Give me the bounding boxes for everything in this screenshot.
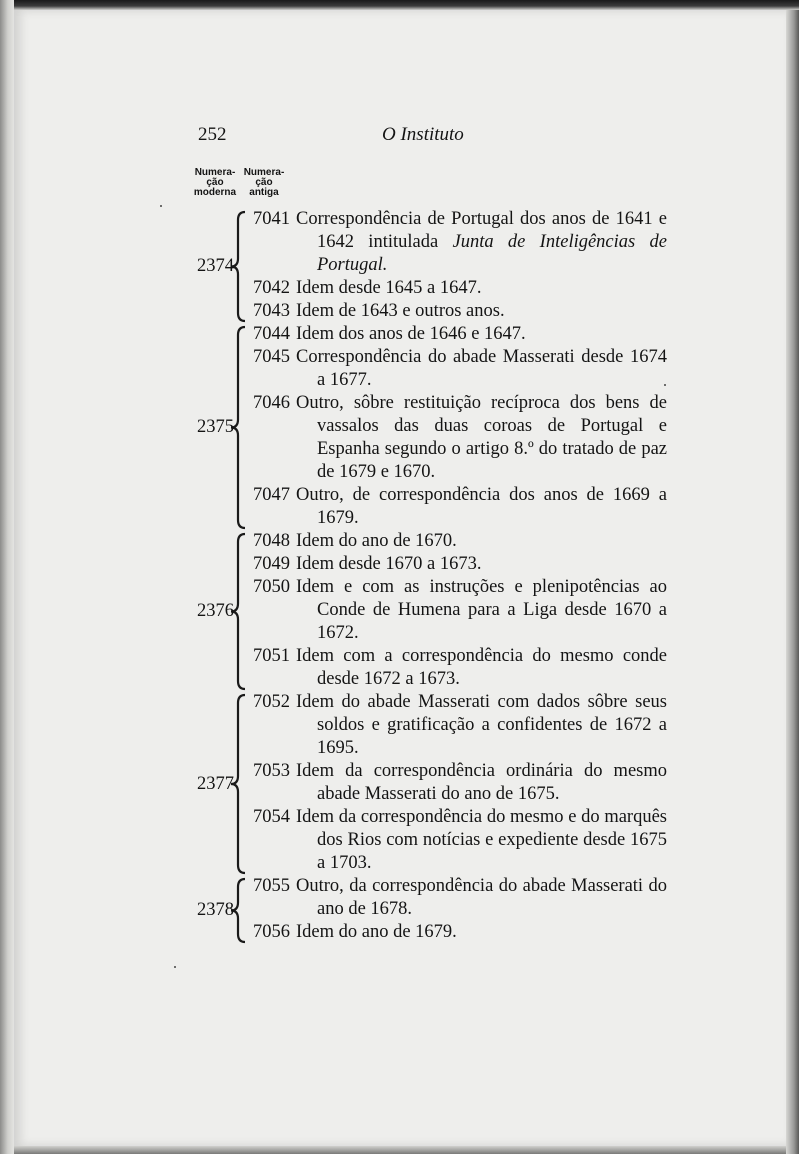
entry-old-number: 7056 <box>253 922 290 942</box>
entry-description <box>296 323 667 346</box>
entry-old-number: 7047 <box>253 485 290 505</box>
catalogue-entry <box>253 484 667 530</box>
catalogue-entry <box>253 346 667 392</box>
catalogue-entry <box>253 392 667 484</box>
entry-description <box>296 553 667 576</box>
entry-old-number: 7055 <box>253 876 290 896</box>
entry-old-number: 7041 <box>253 209 290 229</box>
entry-text: Idem da correspondência do mesmo e do marquês dos Rios com notícias e expediente desde 1675 a 1703. <box>296 807 667 873</box>
page-right-edge <box>786 10 799 1154</box>
entry-title-italic: Junta de Inteligências de Portugal. <box>317 232 668 275</box>
entry-description <box>296 576 667 645</box>
group-modern-number: 2375 <box>197 417 234 437</box>
entry-text: Outro, da correspondência do abade Masserati do ano de 1678. <box>296 876 667 919</box>
entry-old-number: 7046 <box>253 393 290 413</box>
entry-old-number: 7051 <box>253 646 290 666</box>
entry-description <box>296 392 667 484</box>
page-top-edge <box>14 0 799 10</box>
entry-text: Idem dos anos de 1646 e 1647. <box>296 324 526 344</box>
group-modern-number: 2374 <box>197 256 234 276</box>
catalogue-entry <box>253 875 667 921</box>
entry-text: Outro, de correspondência dos anos de 1669 a 1679. <box>296 485 667 528</box>
entry-text: Correspondência de Portugal dos anos de 1641 e 1642 intitulada <box>296 209 667 252</box>
entry-old-number: 7045 <box>253 347 290 367</box>
entry-old-number: 7050 <box>253 577 290 597</box>
catalogue-entry <box>253 576 667 645</box>
catalogue-entry <box>253 691 667 760</box>
entry-text: Idem desde 1645 a 1647. <box>296 278 482 298</box>
entry-description <box>296 806 667 875</box>
entry-old-number: 7054 <box>253 807 290 827</box>
page-left-edge <box>0 0 14 1154</box>
catalogue-entry <box>253 208 667 277</box>
entry-text: Outro, sôbre restituição recíproca dos bens de vassalos das duas coroas de Portugal e Espanha segundo o artigo 8.º do tratado de paz de 1679 e 1670. <box>296 393 667 482</box>
column-header-modern <box>191 168 239 198</box>
entry-text: Idem e com as instruções e plenipotências ao Conde de Humena para a Liga desde 1670 a 1672. <box>296 577 667 643</box>
catalogue-entry <box>253 553 667 576</box>
catalogue-entry <box>253 645 667 691</box>
entry-description <box>296 300 667 323</box>
entry-description <box>296 484 667 530</box>
column-header-old-line: Numera- <box>243 167 285 178</box>
column-header-modern-line: Numera- <box>194 167 236 178</box>
entry-old-number: 7048 <box>253 531 290 551</box>
entry-old-number: 7052 <box>253 692 290 712</box>
entry-text: Correspondência do abade Masserati desde 1674 a 1677. <box>296 347 667 390</box>
catalogue-entry <box>253 921 667 944</box>
entry-old-number: 7042 <box>253 278 290 298</box>
page-bottom-edge <box>14 1146 786 1154</box>
entry-old-number: 7044 <box>253 324 290 344</box>
entry-description <box>296 760 667 806</box>
entry-old-number: 7043 <box>253 301 290 321</box>
group-modern-number: 2377 <box>197 773 234 794</box>
paper-speck <box>664 384 666 386</box>
entry-description <box>296 530 667 553</box>
entry-old-number: 7049 <box>253 554 290 574</box>
paper-speck <box>174 966 176 968</box>
column-header-modern-line: ção <box>206 177 224 188</box>
entry-description <box>296 921 667 944</box>
catalogue-entry <box>253 277 667 300</box>
catalogue-entry <box>253 760 667 806</box>
column-header-old <box>240 168 288 198</box>
paper-speck <box>160 205 162 207</box>
entry-text: Idem da correspondência ordinária do mesmo abade Masserati do ano de 1675. <box>296 761 667 804</box>
entry-text: Idem do ano de 1670. <box>296 531 457 551</box>
entry-text: Idem com a correspondência do mesmo conde desde 1672 a 1673. <box>296 646 667 689</box>
entry-text: Idem do abade Masserati com dados sôbre seus soldos e gratificação a confidentes de 1672 a 1695. <box>296 692 667 758</box>
entry-description <box>296 691 667 760</box>
entry-old-number: 7053 <box>253 761 290 781</box>
running-title: O Instituto <box>382 124 464 145</box>
page-number: 252 <box>198 124 227 145</box>
entry-text: Idem desde 1670 a 1673. <box>296 554 482 574</box>
column-header-old-line: ção <box>255 177 273 188</box>
catalogue-entry <box>253 806 667 875</box>
entry-description <box>296 277 667 300</box>
group-modern-number: 2376 <box>197 601 234 621</box>
entry-description <box>296 875 667 921</box>
column-header-old-line: antiga <box>249 187 279 198</box>
entry-text: Idem do ano de 1679. <box>296 922 457 942</box>
entry-description <box>296 645 667 691</box>
entry-description <box>296 208 668 277</box>
catalogue-entry <box>253 300 667 323</box>
catalogue-entry <box>253 530 667 553</box>
entry-description <box>296 346 667 392</box>
entry-text: Idem de 1643 e outros anos. <box>296 301 505 321</box>
column-header-modern-line: moderna <box>193 187 237 198</box>
catalogue-entry <box>253 323 667 346</box>
group-modern-number: 2378 <box>197 900 234 920</box>
